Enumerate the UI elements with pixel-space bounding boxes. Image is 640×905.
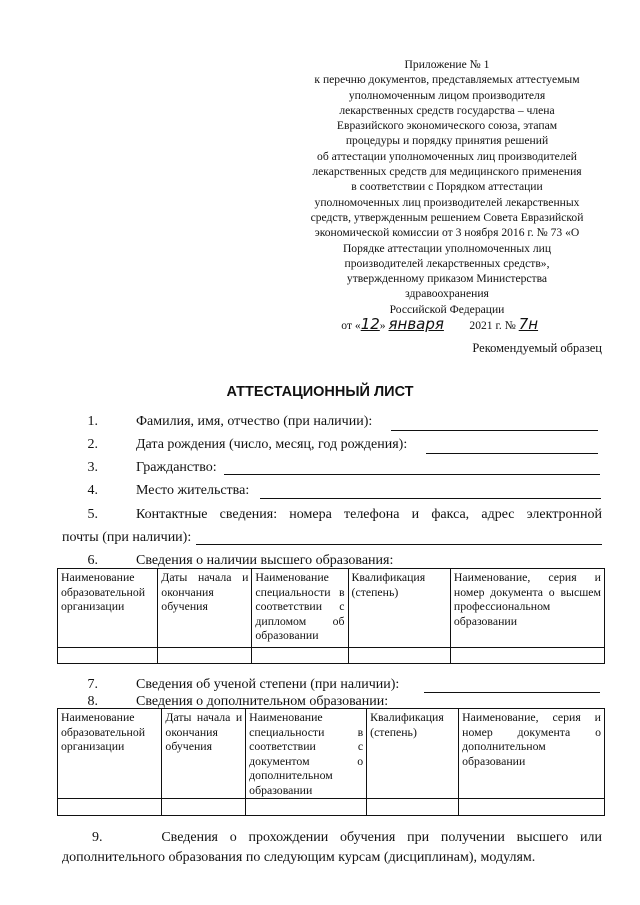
table-cell[interactable] <box>252 648 348 664</box>
table-header-cell: Наименование образовательной организации <box>58 569 158 648</box>
order-date-line <box>282 317 612 333</box>
item-number: 8. <box>87 694 98 709</box>
table-header-cell: Даты начала и окончания обучения <box>158 569 252 648</box>
table-header-cell: Наименование образовательной организации <box>58 709 162 799</box>
order-mid: » <box>379 319 389 333</box>
header-line: экономической комиссии от 3 ноября 2016 г. № 73 «О <box>314 226 580 240</box>
field-contacts-continued <box>62 530 191 546</box>
table-cell[interactable] <box>58 648 158 664</box>
header-line: процедуры и порядку принятия решений <box>345 134 549 148</box>
header-line: Приложение № 1 <box>404 58 490 71</box>
item-number: 4. <box>87 483 98 498</box>
header-line: здравоохранения <box>405 287 489 301</box>
header-line: уполномоченных лиц производителей лекарственных <box>314 195 580 209</box>
section-text: Сведения о прохождении обучения при получении высшего или дополнительного образования по следующим курсам (дисциплинам), модулям. <box>62 830 602 865</box>
header-line: Евразийского экономического союза, этапам <box>336 119 558 133</box>
table-header-cell: Наименование специальности в соответствии с дипломом об образовании <box>252 569 348 648</box>
header-line: уполномоченным лицом производителя <box>348 88 546 102</box>
field-label: Дата рождения (число, месяц, год рождения): <box>136 437 408 452</box>
header-line: в соответствии с Порядком аттестации <box>351 180 543 194</box>
field-label: Гражданство: <box>136 460 217 475</box>
table-header-cell: Квалификация (степень) <box>367 709 459 799</box>
table-header-cell: Наименование специальности в соответствии с документом о дополнительном образовании <box>246 709 367 799</box>
table-header-cell: Даты начала и окончания обучения <box>162 709 246 799</box>
order-number-handwritten: 7н <box>518 315 539 334</box>
table-header-cell: Наименование, серия и номер документа о высшем профессиональном образовании <box>450 569 604 648</box>
field-label: почты (при наличии): <box>62 530 192 545</box>
table-row <box>58 648 605 664</box>
table-header-row <box>58 709 605 799</box>
field-label: Фамилия, имя, отчество (при наличии): <box>136 414 373 429</box>
section-courses <box>62 828 602 868</box>
order-prefix: от « <box>341 319 361 333</box>
item-number: 9. <box>92 830 103 845</box>
item-number: 5. <box>87 507 98 522</box>
header-line: лекарственных средств государства – члена <box>339 103 555 117</box>
table-cell[interactable] <box>162 799 246 816</box>
academic-degree-input-line[interactable] <box>424 692 600 693</box>
item-number: 1. <box>87 414 98 429</box>
birth-date-input-line[interactable] <box>426 453 598 454</box>
table-header-cell: Наименование, серия и номер документа о дополнительном образовании <box>459 709 605 799</box>
appendix-header <box>282 57 612 333</box>
item-number: 3. <box>87 460 98 475</box>
header-line: утвержденному приказом Министерства <box>346 272 548 286</box>
field-label: Контактные сведения: номера телефона и факса, адрес электронной <box>136 507 602 522</box>
item-number: 7. <box>87 677 98 692</box>
table-cell[interactable] <box>58 799 162 816</box>
table-header-row <box>58 569 605 648</box>
item-number: 2. <box>87 437 98 452</box>
header-line: лекарственных средств для медицинского применения <box>312 165 582 179</box>
page-title: АТТЕСТАЦИОННЫЙ ЛИСТ <box>226 384 414 400</box>
table-cell[interactable] <box>348 648 450 664</box>
header-line: об аттестации уполномоченных лиц производителей <box>317 149 577 163</box>
table-cell[interactable] <box>459 799 605 816</box>
citizenship-input-line[interactable] <box>224 474 600 475</box>
header-line: к перечню документов, представляемых аттестуемым <box>314 73 580 87</box>
table-row <box>58 799 605 816</box>
additional-education-table <box>57 708 605 816</box>
item-number: 6. <box>87 553 98 568</box>
field-label: Сведения об ученой степени (при наличии): <box>136 677 400 692</box>
table-cell[interactable] <box>246 799 367 816</box>
header-line: производителей лекарственных средств», <box>344 256 550 270</box>
header-line: Порядке аттестации уполномоченных лиц <box>342 241 552 255</box>
full-name-input-line[interactable] <box>391 430 598 431</box>
section-label: Сведения о наличии высшего образования: <box>136 553 394 568</box>
order-day-handwritten: 12 <box>360 315 380 334</box>
header-line: средств, утвержденным решением Совета Евразийской <box>310 210 584 224</box>
table-cell[interactable] <box>367 799 459 816</box>
section-label: Сведения о дополнительном образовании: <box>136 694 389 709</box>
residence-input-line[interactable] <box>260 498 601 499</box>
order-year: 2021 г. № <box>466 319 519 333</box>
contacts-input-line[interactable] <box>196 544 602 545</box>
recommended-sample-label: Рекомендуемый образец <box>472 341 602 355</box>
higher-education-table <box>57 568 605 664</box>
header-line: Российской Федерации <box>389 302 505 316</box>
table-header-cell: Квалификация (степень) <box>348 569 450 648</box>
field-label: Место жительства: <box>136 483 250 498</box>
table-cell[interactable] <box>158 648 252 664</box>
table-cell[interactable] <box>450 648 604 664</box>
order-month-handwritten: января <box>388 315 444 334</box>
